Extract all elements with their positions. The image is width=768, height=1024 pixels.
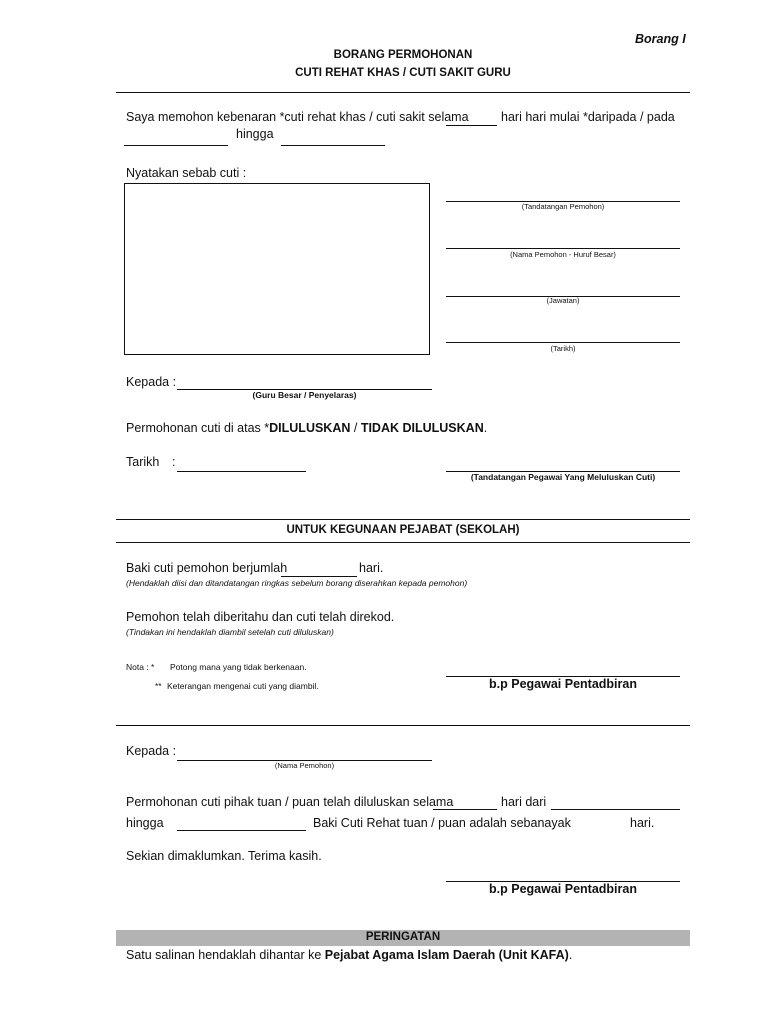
applicant-reply-caption: (Nama Pemohon) <box>274 761 335 770</box>
rejected-option[interactable]: TIDAK DILULUSKAN <box>360 421 484 435</box>
form-id: Borang I <box>635 32 686 46</box>
form-title-line1: BORANG PERMOHONAN <box>333 49 473 61</box>
decision-date-field[interactable] <box>177 457 306 472</box>
decision-statement: Permohonan cuti di atas *DILULUSKAN / TIDAK DILULUSKAN. <box>126 421 488 435</box>
applicant-reply-name-field[interactable] <box>177 746 432 761</box>
reply-approved-text: Permohonan cuti pihak tuan / puan telah diluluskan selama <box>126 795 454 809</box>
office-section-heading: UNTUK KEGUNAAN PEJABAT (SEKOLAH) <box>286 524 520 536</box>
approved-option[interactable]: DILULUSKAN <box>269 421 351 435</box>
balance-prefix: Baki cuti pemohon berjumlah <box>126 561 288 575</box>
officer-caption-2: b.p Pegawai Pentadbiran <box>489 882 637 896</box>
to-label: Kepada : <box>126 375 177 389</box>
recorded-note: (Tindakan ini hendaklah diambil setelah cuti diluluskan) <box>126 627 334 637</box>
application-sentence-part2: hari hari mulai *daripada / pada <box>501 110 675 124</box>
reply-days-from: hari dari <box>501 795 547 809</box>
balance-note: (Hendaklah diisi dan ditandatangan ringkas sebelum borang diserahkan kepada pemohon) <box>126 578 468 588</box>
approver-signature-caption: (Tandatangan Pegawai Yang Meluluskan Cuti) <box>470 472 656 482</box>
applicant-name-caption: (Nama Pemohon - Huruf Besar) <box>510 250 616 259</box>
decision-date-label: Tarikh <box>126 455 160 469</box>
warning-text: Satu salinan hendaklah dihantar ke Pejabat Agama Islam Daerah (Unit KAFA). <box>126 948 573 962</box>
leave-end-date-input[interactable] <box>281 131 385 146</box>
applicant-date-field[interactable] <box>446 328 680 343</box>
approver-signature-field[interactable] <box>446 457 680 472</box>
application-sentence-part1: Saya memohon kebenaran *cuti rehat khas / cuti sakit selama <box>126 110 469 124</box>
balance-suffix: hari. <box>359 561 384 575</box>
leave-balance-field[interactable] <box>281 562 357 577</box>
recorded-statement: Pemohon telah diberitahu dan cuti telah direkod. <box>126 610 395 624</box>
officer-signature-field-2[interactable] <box>446 867 680 882</box>
decision-date-colon: : <box>172 455 176 469</box>
form-title-line2: CUTI REHAT KHAS / CUTI SAKIT GURU <box>295 67 511 79</box>
reason-label: Nyatakan sebab cuti : <box>126 166 247 180</box>
reply-divider <box>116 725 690 726</box>
position-caption: (Jawatan) <box>546 296 580 305</box>
reason-textarea[interactable] <box>124 183 430 355</box>
office-heading-divider <box>116 542 690 543</box>
approved-days-field[interactable] <box>433 795 497 810</box>
nota-label: Nota : * <box>126 662 155 672</box>
officer-caption-1: b.p Pegawai Pentadbiran <box>489 677 637 691</box>
nota-item-2: Keterangan mengenai cuti yang diambil. <box>167 681 319 691</box>
approved-end-date-field[interactable] <box>177 816 306 831</box>
warning-office-name: Pejabat Agama Islam Daerah (Unit KAFA) <box>324 948 569 962</box>
applicant-signature-field[interactable] <box>446 187 680 202</box>
headmaster-name-field[interactable] <box>177 375 432 390</box>
position-field[interactable] <box>446 282 680 297</box>
reply-until-label: hingga <box>126 816 164 830</box>
applicant-name-field[interactable] <box>446 234 680 249</box>
officer-signature-field-1[interactable] <box>446 662 680 677</box>
nota-item-2-mark: ** <box>155 681 162 691</box>
office-top-divider <box>116 519 690 520</box>
warning-heading: PERINGATAN <box>365 931 441 943</box>
headmaster-caption: (Guru Besar / Penyelaras) <box>252 390 357 400</box>
leave-days-input[interactable] <box>446 111 497 126</box>
nota-item-1: Potong mana yang tidak berkenaan. <box>170 662 307 672</box>
until-label: hingga <box>236 127 274 141</box>
header-divider <box>116 92 690 93</box>
reply-balance-text: Baki Cuti Rehat tuan / puan adalah sebanayak <box>313 816 571 830</box>
applicant-signature-caption: (Tandatangan Pemohon) <box>521 202 605 211</box>
reply-days-end: hari. <box>630 816 655 830</box>
approved-start-date-field[interactable] <box>551 795 680 810</box>
applicant-date-caption: (Tarikh) <box>550 344 576 353</box>
reply-to-label: Kepada : <box>126 744 177 758</box>
closing-text: Sekian dimaklumkan. Terima kasih. <box>126 849 322 863</box>
leave-start-date-input[interactable] <box>124 131 228 146</box>
